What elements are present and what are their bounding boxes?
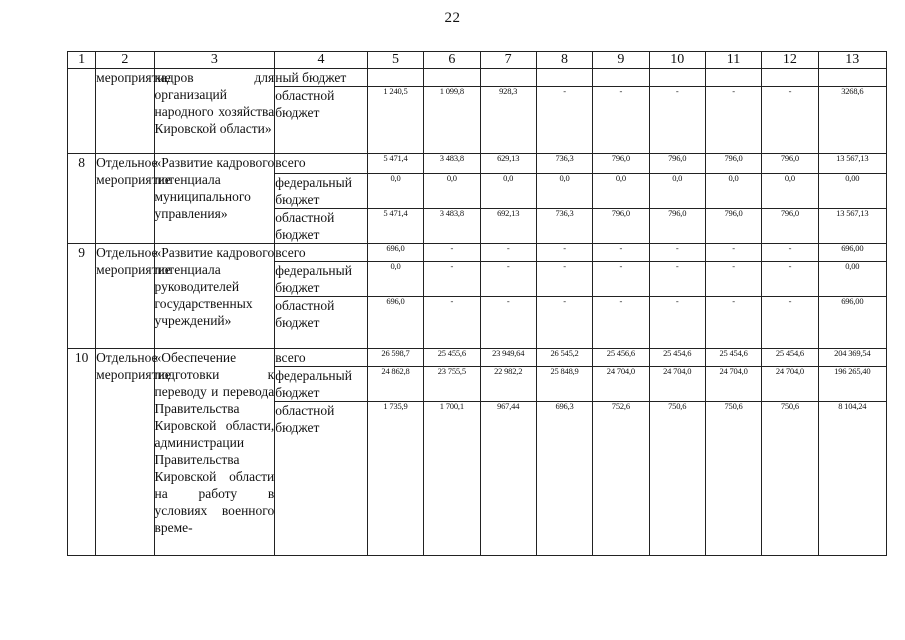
value-cell: - bbox=[536, 262, 592, 297]
value-cell: 696,00 bbox=[818, 244, 886, 262]
budget-source: областной бюджет bbox=[275, 87, 368, 154]
budget-table bbox=[67, 51, 887, 556]
value-cell: - bbox=[762, 244, 818, 262]
value-cell: 5 471,4 bbox=[367, 154, 423, 174]
value-cell: 0,0 bbox=[424, 174, 480, 209]
header-cell: 9 bbox=[593, 52, 649, 69]
value-cell: 629,13 bbox=[480, 154, 536, 174]
value-cell: - bbox=[593, 244, 649, 262]
value-cell: 752,6 bbox=[593, 402, 649, 556]
value-cell: 25 848,9 bbox=[536, 367, 592, 402]
value-cell: 796,0 bbox=[705, 209, 761, 244]
value-cell: - bbox=[480, 262, 536, 297]
value-cell: 750,6 bbox=[649, 402, 705, 556]
row-number: 10 bbox=[68, 349, 96, 556]
value-cell: 736,3 bbox=[536, 154, 592, 174]
row-number bbox=[68, 69, 96, 154]
value-cell: 967,44 bbox=[480, 402, 536, 556]
value-cell: - bbox=[536, 244, 592, 262]
value-cell: 796,0 bbox=[705, 154, 761, 174]
value-cell: - bbox=[705, 297, 761, 349]
value-cell: 0,0 bbox=[649, 174, 705, 209]
value-cell: 736,3 bbox=[536, 209, 592, 244]
value-cell: 25 456,6 bbox=[593, 349, 649, 367]
header-cell: 12 bbox=[762, 52, 818, 69]
value-cell: 3 483,8 bbox=[424, 209, 480, 244]
value-cell: 26 598,7 bbox=[367, 349, 423, 367]
table-row bbox=[68, 349, 887, 367]
value-cell: 24 704,0 bbox=[649, 367, 705, 402]
row-number: 8 bbox=[68, 154, 96, 244]
header-cell: 13 bbox=[818, 52, 886, 69]
activity-name: «Обеспечение подготовки к переводу и перевода Правительства Кировской области, администрации Правительства Кировской области на работу в условиях военного време- bbox=[154, 349, 275, 556]
value-cell: 750,6 bbox=[762, 402, 818, 556]
value-cell: - bbox=[424, 244, 480, 262]
value-cell: 692,13 bbox=[480, 209, 536, 244]
value-cell: 5 471,4 bbox=[367, 209, 423, 244]
value-cell: 24 704,0 bbox=[762, 367, 818, 402]
budget-source: областной бюджет bbox=[275, 402, 368, 556]
value-cell: 26 545,2 bbox=[536, 349, 592, 367]
value-cell: 0,00 bbox=[818, 174, 886, 209]
value-cell: - bbox=[480, 297, 536, 349]
value-cell: 13 567,13 bbox=[818, 154, 886, 174]
value-cell: 0,0 bbox=[705, 174, 761, 209]
value-cell: 0,0 bbox=[762, 174, 818, 209]
value-cell: 0,0 bbox=[593, 174, 649, 209]
budget-source: ный бюджет bbox=[275, 69, 368, 87]
header-cell: 7 bbox=[480, 52, 536, 69]
value-cell: - bbox=[762, 87, 818, 154]
value-cell: 3268,6 bbox=[818, 87, 886, 154]
header-cell: 11 bbox=[705, 52, 761, 69]
value-cell: 1 240,5 bbox=[367, 87, 423, 154]
value-cell: 23 755,5 bbox=[424, 367, 480, 402]
value-cell: 796,0 bbox=[593, 209, 649, 244]
header-cell: 10 bbox=[649, 52, 705, 69]
value-cell: 25 454,6 bbox=[762, 349, 818, 367]
value-cell: 0,0 bbox=[536, 174, 592, 209]
value-cell: 796,0 bbox=[649, 154, 705, 174]
activity-name: кадров для организаций народного хозяйства Кировской области» bbox=[154, 69, 275, 154]
value-cell: - bbox=[424, 297, 480, 349]
value-cell: 796,0 bbox=[593, 154, 649, 174]
page-number: 22 bbox=[444, 10, 461, 26]
value-cell: - bbox=[593, 262, 649, 297]
value-cell: - bbox=[593, 87, 649, 154]
value-cell: - bbox=[649, 87, 705, 154]
value-cell: 696,0 bbox=[367, 244, 423, 262]
value-cell: 22 982,2 bbox=[480, 367, 536, 402]
value-cell: 8 104,24 bbox=[818, 402, 886, 556]
value-cell: 24 862,8 bbox=[367, 367, 423, 402]
value-cell: 928,3 bbox=[480, 87, 536, 154]
table-row bbox=[68, 244, 887, 262]
activity-name: «Развитие кадрового потенциала руководителей государственных учреждений» bbox=[154, 244, 275, 349]
value-cell: 0,0 bbox=[367, 262, 423, 297]
row-number: 9 bbox=[68, 244, 96, 349]
header-cell: 5 bbox=[367, 52, 423, 69]
table-row bbox=[68, 154, 887, 174]
value-cell: - bbox=[649, 244, 705, 262]
value-cell: - bbox=[705, 244, 761, 262]
value-cell: - bbox=[649, 262, 705, 297]
value-cell: 13 567,13 bbox=[818, 209, 886, 244]
activity-name: «Развитие кадрового потенциала муниципального управления» bbox=[154, 154, 275, 244]
value-cell: 25 455,6 bbox=[424, 349, 480, 367]
activity-type: Отдельное мероприятие bbox=[96, 154, 154, 244]
budget-source: федеральный бюджет bbox=[275, 262, 368, 297]
value-cell: 24 704,0 bbox=[705, 367, 761, 402]
value-cell: 1 099,8 bbox=[424, 87, 480, 154]
value-cell: - bbox=[762, 297, 818, 349]
value-cell: - bbox=[424, 262, 480, 297]
value-cell: 796,0 bbox=[649, 209, 705, 244]
value-cell: 0,0 bbox=[367, 174, 423, 209]
value-cell: - bbox=[705, 262, 761, 297]
value-cell: 24 704,0 bbox=[593, 367, 649, 402]
value-cell: - bbox=[536, 297, 592, 349]
activity-type: Отдельное мероприятие bbox=[96, 349, 154, 556]
value-cell: - bbox=[480, 244, 536, 262]
value-cell: 1 735,9 bbox=[367, 402, 423, 556]
value-cell: 0,0 bbox=[480, 174, 536, 209]
header-cell: 2 bbox=[96, 52, 154, 69]
value-cell: - bbox=[762, 262, 818, 297]
header-cell: 1 bbox=[68, 52, 96, 69]
value-cell: 750,6 bbox=[705, 402, 761, 556]
value-cell: - bbox=[536, 87, 592, 154]
value-cell: 204 369,54 bbox=[818, 349, 886, 367]
budget-source: областной бюджет bbox=[275, 209, 368, 244]
table-row bbox=[68, 69, 887, 87]
value-cell: 696,3 bbox=[536, 402, 592, 556]
value-cell: 1 700,1 bbox=[424, 402, 480, 556]
budget-source: областной бюджет bbox=[275, 297, 368, 349]
value-cell: 196 265,40 bbox=[818, 367, 886, 402]
value-cell: 23 949,64 bbox=[480, 349, 536, 367]
value-cell: - bbox=[705, 87, 761, 154]
value-cell: 696,00 bbox=[818, 297, 886, 349]
header-cell: 8 bbox=[536, 52, 592, 69]
value-cell: 796,0 bbox=[762, 209, 818, 244]
header-cell: 6 bbox=[424, 52, 480, 69]
budget-source: федеральный бюджет bbox=[275, 367, 368, 402]
value-cell: 25 454,6 bbox=[649, 349, 705, 367]
activity-type: Отдельное мероприятие bbox=[96, 244, 154, 349]
budget-source: всего bbox=[275, 154, 368, 174]
header-row bbox=[68, 52, 887, 69]
header-cell: 3 bbox=[154, 52, 275, 69]
header-cell: 4 bbox=[275, 52, 368, 69]
value-cell: - bbox=[593, 297, 649, 349]
value-cell: 0,00 bbox=[818, 262, 886, 297]
value-cell: - bbox=[649, 297, 705, 349]
value-cell: 696,0 bbox=[367, 297, 423, 349]
value-cell: 796,0 bbox=[762, 154, 818, 174]
budget-source: федеральный бюджет bbox=[275, 174, 368, 209]
activity-type: мероприятие bbox=[96, 69, 154, 154]
value-cell: 25 454,6 bbox=[705, 349, 761, 367]
value-cell: 3 483,8 bbox=[424, 154, 480, 174]
budget-source: всего bbox=[275, 349, 368, 367]
budget-source: всего bbox=[275, 244, 368, 262]
